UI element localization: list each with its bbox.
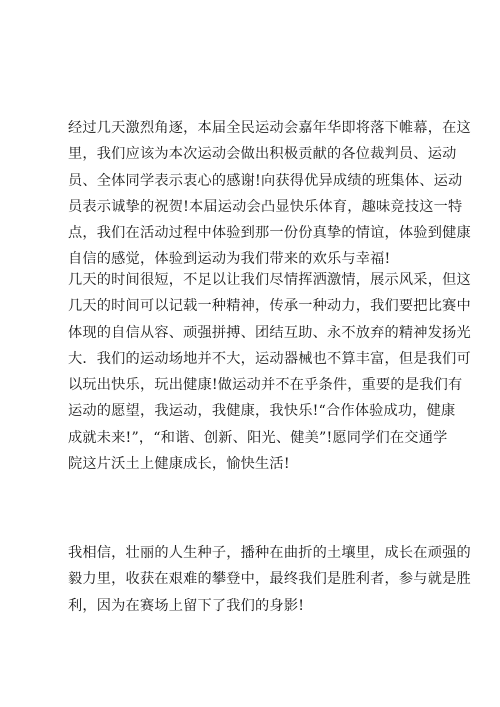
paragraph-line: 员表示诚挚的祝贺!本届运动会凸显快乐体育，趣味竞技这一特 — [68, 198, 463, 215]
paragraph-line: 点，我们在活动过程中体验到那一份份真挚的情谊，体验到健康 — [68, 225, 471, 242]
paragraph-line: 几天的时间很短，不足以让我们尽情挥洒激情，展示风采，但这 — [68, 272, 471, 288]
paragraph-line: 大．我们的运动场地并不大，运动器械也不算丰富，但是我们可 — [68, 350, 471, 367]
paragraph-line: 利，因为在赛场上留下了我们的身影! — [68, 597, 305, 614]
paragraph-line: 员、全体同学表示衷心的感谢!向获得优异成绩的班集体、运动 — [68, 172, 463, 189]
paragraph-line: 体现的自信从容、顽强拼搏、团结互助、永不放弃的精神发扬光 — [68, 324, 471, 341]
paragraph-1 — [68, 115, 471, 273]
paragraph-line: 里，我们应该为本次运动会做出积极贡献的各位裁判员、运动 — [68, 146, 457, 163]
paragraph-line: 自信的感觉，体验到运动为我们带来的欢乐与幸福! — [68, 251, 391, 268]
paragraph-2 — [68, 267, 471, 477]
paragraph-line: 我相信，壮丽的人生种子，播种在曲折的土壤里，成长在顽强的 — [68, 545, 471, 561]
paragraph-line: 成就未来!”，“和谐、创新、阳光、健美”!愿同学们在交通学 — [68, 429, 448, 446]
paragraph-line: 经过几天激烈角逐，本届全民运动会嘉年华即将落下帷幕，在这 — [68, 120, 471, 136]
paragraph-3 — [68, 540, 471, 619]
paragraph-line: 院这片沃土上健康成长，愉快生活! — [68, 456, 290, 473]
paragraph-line: 以玩出快乐，玩出健康!做运动并不在乎条件，重要的是我们有 — [68, 377, 463, 394]
paragraph-line: 运动的愿望，我运动，我健康，我快乐!“合作体验成功，健康 — [68, 403, 456, 420]
paragraph-line: 几天的时间可以记载一种精神，传承一种动力，我们要把比赛中 — [68, 298, 471, 315]
paragraph-line: 毅力里，收获在艰难的攀登中，最终我们是胜利者，参与就是胜 — [68, 571, 471, 588]
